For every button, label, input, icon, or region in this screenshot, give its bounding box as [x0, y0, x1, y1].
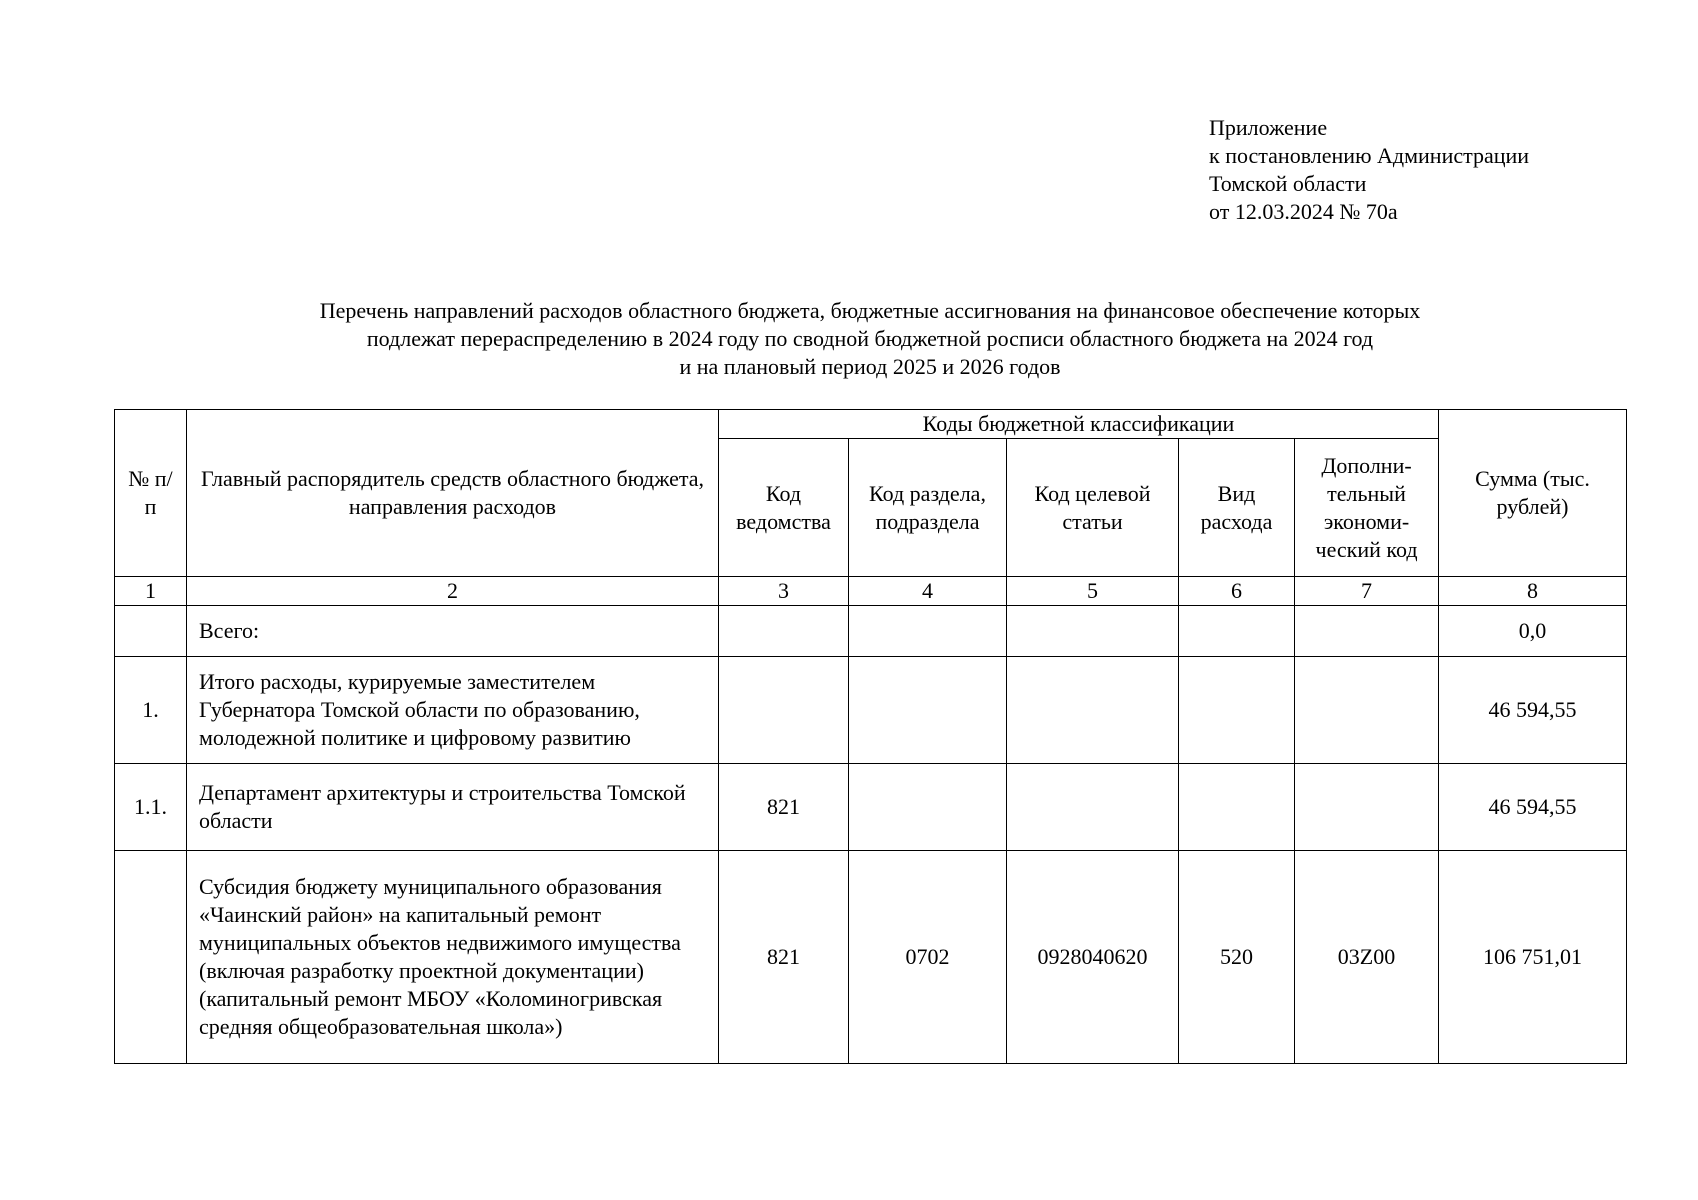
table-row-total [115, 606, 1627, 657]
cell-type [1179, 657, 1295, 764]
header-target-code: Код целевой статьи [1007, 439, 1179, 577]
cell-econ [1295, 657, 1439, 764]
title-line-3: и на плановый период 2025 и 2026 годов [679, 354, 1061, 379]
header-dept-code: Код ведомства [719, 439, 849, 577]
column-number: 2 [187, 577, 719, 606]
annex-line-3: Томской области [1209, 171, 1367, 196]
header-section-code: Код раздела, подраздела [849, 439, 1007, 577]
cell-sum: 106 751,01 [1439, 851, 1627, 1064]
cell-num [115, 851, 187, 1064]
cell-num: 1. [115, 657, 187, 764]
cell-dept [719, 657, 849, 764]
cell-econ [1295, 606, 1439, 657]
cell-sum: 46 594,55 [1439, 657, 1627, 764]
cell-sum: 46 594,55 [1439, 764, 1627, 851]
header-num: № п/п [115, 410, 187, 577]
document-title [114, 297, 1626, 381]
cell-econ: 03Z00 [1295, 851, 1439, 1064]
cell-name: Итого расходы, курируемые заместителем Губернатора Томской области по образованию, молодежной политике и цифровому развитию [187, 657, 719, 764]
cell-name: Всего: [187, 606, 719, 657]
title-line-2: подлежат перераспределению в 2024 году по сводной бюджетной росписи областного бюджета на 2024 год [366, 326, 1374, 351]
cell-dept [719, 606, 849, 657]
header-name: Главный распорядитель средств областного бюджета, направления расходов [187, 410, 719, 577]
table-row [115, 657, 1627, 764]
cell-section [849, 764, 1007, 851]
column-numbers-row [115, 577, 1627, 606]
cell-sum: 0,0 [1439, 606, 1627, 657]
column-number: 6 [1179, 577, 1295, 606]
annex-block [1209, 114, 1529, 226]
cell-dept: 821 [719, 764, 849, 851]
table-row [115, 764, 1627, 851]
column-number: 7 [1295, 577, 1439, 606]
header-expense-type: Вид расхода [1179, 439, 1295, 577]
cell-type: 520 [1179, 851, 1295, 1064]
title-line-1: Перечень направлений расходов областного бюджета, бюджетные ассигнования на финансовое обеспечение которых [319, 298, 1421, 323]
cell-num [115, 606, 187, 657]
column-number: 3 [719, 577, 849, 606]
column-number: 5 [1007, 577, 1179, 606]
budget-table [114, 409, 1627, 1064]
cell-target [1007, 657, 1179, 764]
cell-num: 1.1. [115, 764, 187, 851]
column-number: 4 [849, 577, 1007, 606]
table-row [115, 851, 1627, 1064]
cell-section: 0702 [849, 851, 1007, 1064]
cell-type [1179, 606, 1295, 657]
cell-econ [1295, 764, 1439, 851]
header-codes-group: Коды бюджетной классификации [719, 410, 1439, 439]
header-sum: Сумма (тыс. рублей) [1439, 410, 1627, 577]
header-row-1 [115, 410, 1627, 439]
annex-line-1: Приложение [1209, 115, 1328, 140]
header-econ-code: Дополни-тельный экономи-ческий код [1295, 439, 1439, 577]
cell-name: Департамент архитектуры и строительства Томской области [187, 764, 719, 851]
cell-target [1007, 764, 1179, 851]
column-number: 1 [115, 577, 187, 606]
annex-line-4: от 12.03.2024 № 70а [1209, 199, 1398, 224]
column-number: 8 [1439, 577, 1627, 606]
cell-section [849, 657, 1007, 764]
cell-type [1179, 764, 1295, 851]
cell-section [849, 606, 1007, 657]
annex-line-2: к постановлению Администрации [1209, 143, 1530, 168]
cell-dept: 821 [719, 851, 849, 1064]
cell-target [1007, 606, 1179, 657]
cell-target: 0928040620 [1007, 851, 1179, 1064]
cell-name: Субсидия бюджету муниципального образования «Чаинский район» на капитальный ремонт муниципальных объектов недвижимого имущества (включая разработку проектной документации) (капитальный ремонт МБОУ «Коломиногривская средняя общеобразовательная школа») [187, 851, 719, 1064]
